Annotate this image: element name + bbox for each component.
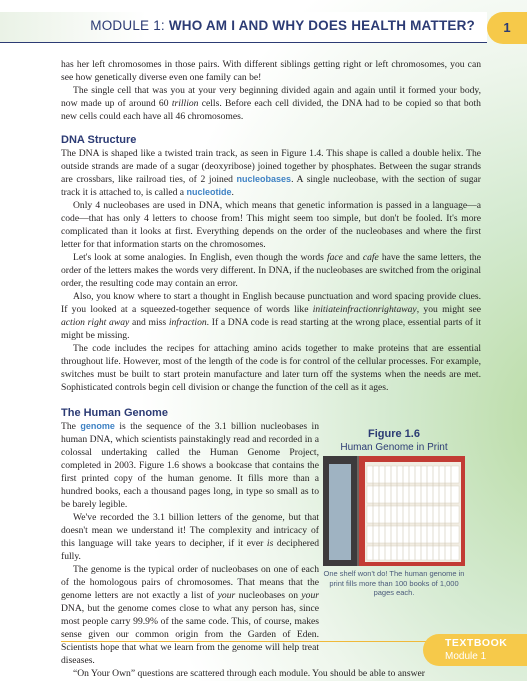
emphasis-run: action right away bbox=[61, 317, 130, 328]
text-run: The genome is the typical order of nucleobases on one of each of the homologous pairs of chromosomes. That means that the genome letters are not exactly a list of bbox=[61, 564, 319, 601]
intro-paragraph-2 bbox=[61, 84, 481, 123]
emphasis-run: your bbox=[301, 590, 319, 601]
text-run: The DNA is shaped like a twisted train track, as seen in Figure 1.4. This shape is called a double helix. The outside strands are made of a sugar (deoxyribose) joined together by phosphates. Between the sugar strands are crossbars, like railroad ties, of 2 joined bbox=[61, 148, 481, 185]
emphasis-run: infraction bbox=[168, 317, 207, 328]
footer-module: Module 1 bbox=[445, 651, 487, 662]
dna-paragraph-5: The code includes the recipes for attaching amino acids together to make proteins that are essential throughout life. However, most of the length of the code is for control of the cellular processes. For example, switches must be built to start protein manufacture and later turn off the systems when the needs are met. Sophisticated controls begin cell division or change the function of the cell as it ages. bbox=[61, 343, 481, 393]
figure-subtitle: Human Genome in Print bbox=[340, 442, 448, 453]
text-run: . A single nucleobase, with the section of sugar track it is attached to, is called a bbox=[61, 174, 481, 198]
figure-title: Figure 1.6 bbox=[368, 428, 420, 440]
figure-1-6 bbox=[323, 428, 465, 598]
module-prefix: MODULE 1: bbox=[90, 18, 169, 33]
emphasis-run: face bbox=[326, 252, 343, 263]
dna-paragraph-4 bbox=[61, 290, 481, 342]
text-run: and miss bbox=[129, 317, 169, 328]
text-run: DNA, but the genome comes close to what any person has, since most people carry 99.9% of the same code. This, of course, makes sense given our common origin from the Garden of Eden. Scientists hope that what we learn from the genome will help treat diseases. bbox=[61, 603, 319, 666]
text-run: and bbox=[342, 252, 363, 263]
emphasis-run: initiateinfractionrightaway bbox=[312, 304, 417, 315]
emphasis-run: cafe bbox=[362, 252, 379, 263]
text-run: is the sequence of the 3.1 billion nucleobases in human DNA, which scientists painstakingly read and recorded in a colossal undertaking called the Human Genome Project, completed in 2003. Figure 1.6 shows a bookcase that contains the first printed copy of the human genome. It fills more than a hundred books, each a thousand pages long, in type so small as to be barely legible. bbox=[61, 421, 319, 510]
footer-tab bbox=[423, 634, 527, 666]
module-title bbox=[90, 18, 475, 33]
dna-paragraph-3 bbox=[61, 251, 481, 290]
genome-column bbox=[61, 420, 319, 563]
footer-rule bbox=[61, 641, 465, 642]
text-run: . bbox=[231, 187, 234, 198]
genome-paragraph-1 bbox=[61, 420, 319, 511]
bookcase-illustration bbox=[323, 456, 465, 566]
intro-paragraph-1: has her left chromosomes in those pairs. With different siblings getting right or left chromosomes, you can see how genetically diverse even one family can be! bbox=[61, 59, 481, 83]
bookcase-photo bbox=[323, 456, 465, 566]
emphasis-run: trillion bbox=[171, 98, 199, 109]
text-run: Let's look at some analogies. In English, even though the words bbox=[73, 252, 327, 263]
text-run: nucleobases on bbox=[235, 590, 302, 601]
section-heading-human-genome: The Human Genome bbox=[61, 407, 168, 419]
text-run: , you might see bbox=[416, 304, 482, 315]
emphasis-run: is bbox=[266, 538, 274, 549]
text-run: We've recorded the 3.1 billion letters of the genome, but that doesn't mean we understand it! The complexity and intricacy of this language will take years to decipher, if it ever bbox=[61, 512, 319, 549]
text-run: . If a DNA code is read starting at the wrong place, essential parts of it might be missing. bbox=[61, 317, 481, 341]
emphasis-run: your bbox=[217, 590, 236, 601]
term-nucleobases[interactable]: nucleobases bbox=[236, 174, 292, 184]
section-heading-dna-structure: DNA Structure bbox=[61, 134, 137, 146]
text-run: cells. Before each cell divided, the DNA had to be copied so that both new cells could each have all 46 chromosomes. bbox=[61, 98, 481, 122]
text-run: The single cell that was you at your very beginning divided again and again until it formed your body, now made up of around 60 bbox=[61, 85, 481, 109]
dna-paragraph-2: Only 4 nucleobases are used in DNA, which means that genetic information is passed in a language—a code—that has only 4 letters to choose from! This might seem too simple, but don't be fooled. It's more complicated than it looks at first. Everything depends on the order of the nucleobases and where the first letter for that information starts on the chromosomes. bbox=[61, 200, 481, 250]
footer-label: TEXTBOOK bbox=[445, 637, 508, 649]
text-run: The bbox=[61, 421, 81, 432]
term-genome[interactable]: genome bbox=[80, 421, 115, 431]
page-number-tab: 1 bbox=[487, 12, 527, 44]
genome-paragraph-3 bbox=[61, 563, 319, 667]
module-title-text: WHO AM I AND WHY DOES HEALTH MATTER? bbox=[168, 18, 475, 33]
page-header bbox=[0, 0, 527, 52]
figure-caption: One shelf won't do! The human genome in print fills more than 100 books of 1,000 pages each. bbox=[323, 569, 465, 597]
dna-paragraph-1 bbox=[61, 147, 481, 199]
term-nucleotide[interactable]: nucleotide bbox=[186, 187, 232, 197]
text-run: Also, you know where to start a thought in English because punctuation and word spacing provide clues. If you looked at a squeezed-together sequence of words like bbox=[61, 291, 481, 315]
text-run: deciphered fully. bbox=[61, 538, 319, 562]
genome-paragraph-2 bbox=[61, 511, 319, 563]
text-run: have the same letters, the order of the letters makes the words very different. In DNA, if the nucleobases are switched from the original order, the resulting code may contain an error. bbox=[61, 252, 481, 289]
genome-paragraph-4: “On Your Own” questions are scattered through each module. You should be able to answer bbox=[73, 668, 425, 679]
